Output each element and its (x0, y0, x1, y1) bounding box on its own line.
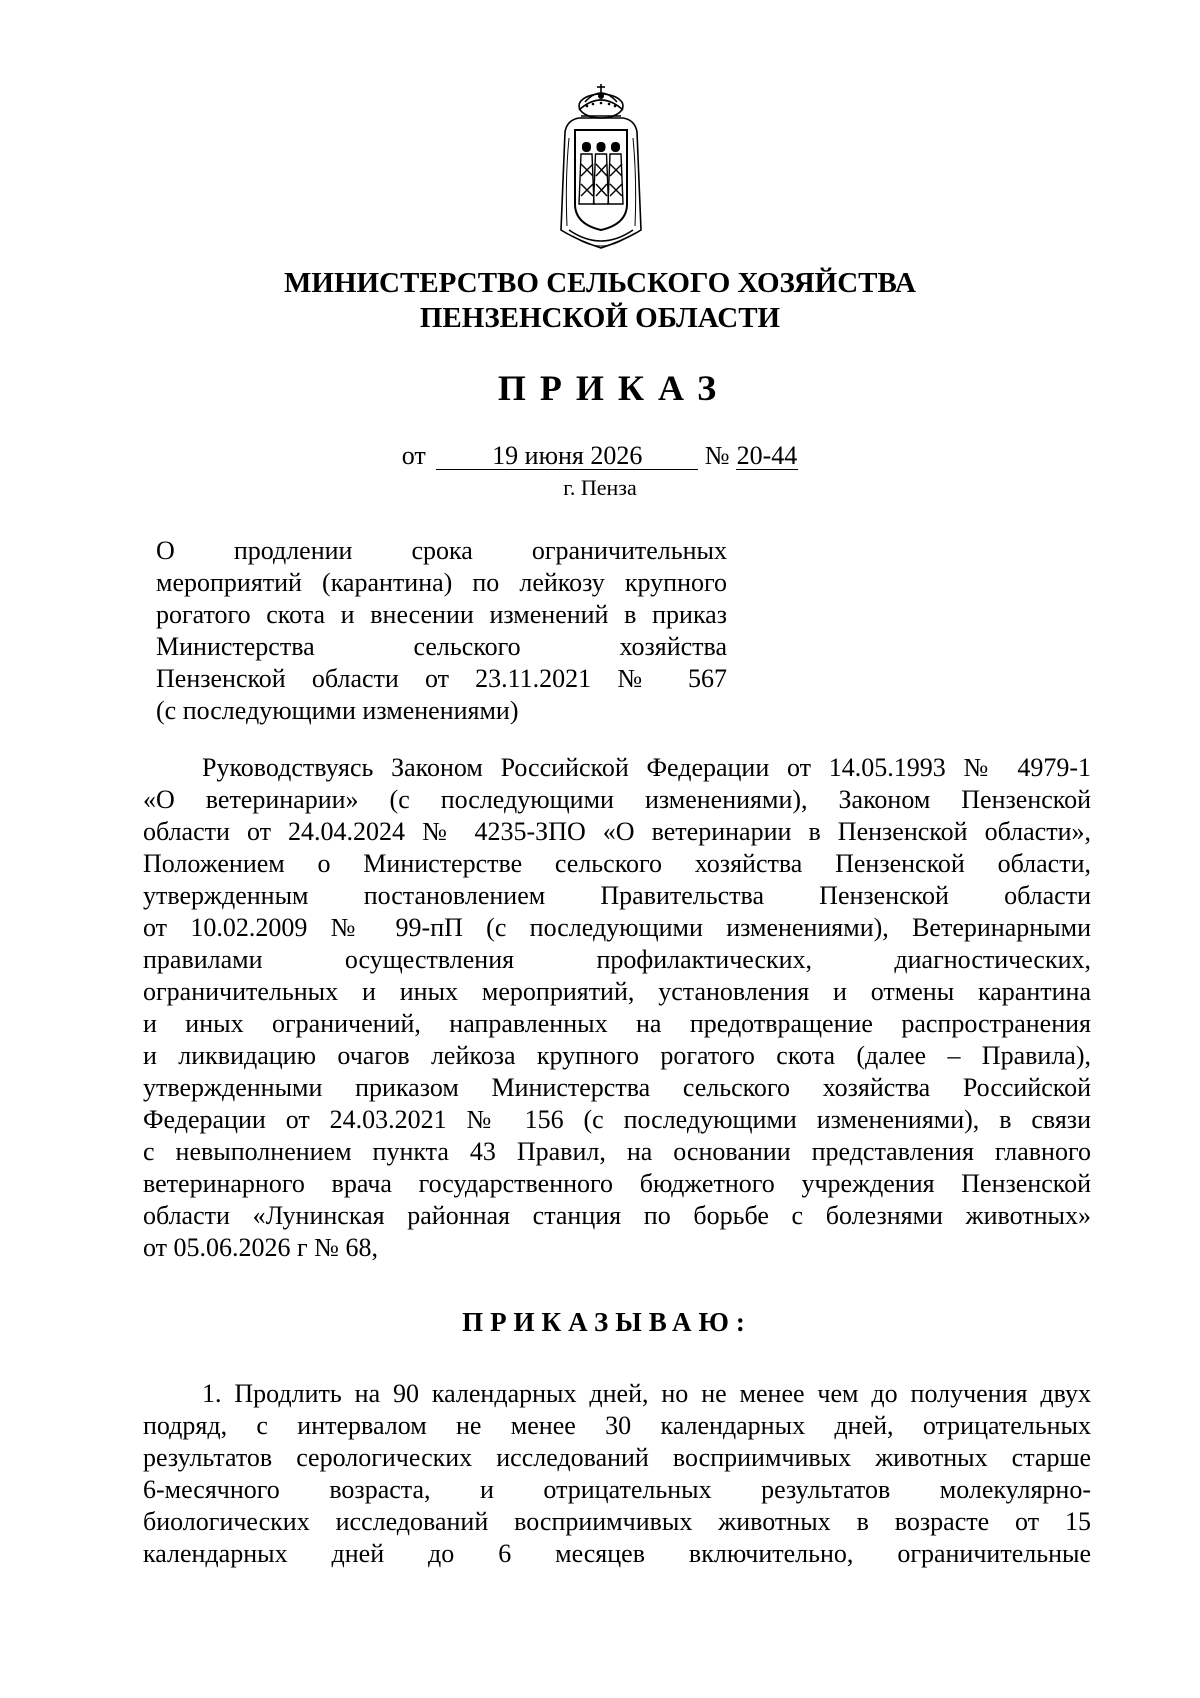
preamble-line: «О ветеринарии» (с последующими изменениями), Законом Пензенской (143, 785, 1091, 814)
preamble-line: Положением о Министерстве сельского хозяйства Пензенской области, (143, 849, 1091, 878)
item-line: подряд, с интервалом не менее 30 календарных дней, отрицательных (143, 1411, 1091, 1440)
order-item-1 (143, 1378, 1091, 1570)
preamble-line: от 10.02.2009 № 99-пП (с последующими изменениями), Ветеринарными (143, 913, 1091, 942)
order-heading: ПРИКАЗЫВАЮ: (462, 1307, 752, 1337)
preamble-line: правилами осуществления профилактических, диагностических, (143, 945, 1091, 974)
preamble-line: ветеринарного врача государственного бюджетного учреждения Пензенской (143, 1169, 1091, 1198)
date-prefix: от (401, 441, 426, 470)
date-number-line (0, 440, 1200, 472)
preamble-line: утвержденными приказом Министерства сельского хозяйства Российской (143, 1073, 1091, 1102)
preamble-line: Руководствуясь Законом Российской Федерации от 14.05.1993 № 4979-1 (202, 753, 1091, 782)
subject-line: Пензенской области от 23.11.2021 № 567 (156, 664, 727, 693)
subject-line: рогатого скота и внесении изменений в приказ (156, 600, 727, 629)
coat-of-arms-emblem (555, 80, 647, 252)
preamble-line: с невыполнением пункта 43 Правил, на основании представления главного (143, 1137, 1091, 1166)
preamble-line: утвержденным постановлением Правительства Пензенской области (143, 881, 1091, 910)
preamble-line: и ликвидацию очагов лейкоза крупного рогатого скота (далее – Правила), (143, 1041, 1091, 1070)
preamble-line: ограничительных и иных мероприятий, установления и отмены карантина (143, 977, 1091, 1006)
order-date: 19 июня 2026 (436, 443, 698, 470)
city-name: г. Пенза (563, 475, 637, 500)
preamble-line: области «Лунинская районная станция по борьбе с болезнями животных» (143, 1201, 1091, 1230)
ministry-name-line2: ПЕНЗЕНСКОЙ ОБЛАСТИ (419, 302, 781, 334)
order-number: 20-44 (736, 441, 798, 470)
item-line: 6-месячного возраста, и отрицательных результатов молекулярно- (143, 1475, 1091, 1504)
item-line: результатов серологических исследований восприимчивых животных старше (143, 1443, 1091, 1472)
document-type-title: ПРИКАЗ (497, 368, 731, 408)
subject-line: Министерства сельского хозяйства (156, 632, 727, 661)
order-subject (156, 535, 727, 727)
item-line: календарных дней до 6 месяцев включительно, ограничительные (143, 1539, 1091, 1568)
number-prefix: № (704, 441, 730, 470)
preamble-line: области от 24.04.2024 № 4235-ЗПО «О ветеринарии в Пензенской области», (143, 817, 1091, 846)
subject-line: О продлении срока ограничительных (156, 536, 727, 565)
item-line: биологических исследований восприимчивых животных в возрасте от 15 (143, 1507, 1091, 1536)
preamble-paragraph (143, 752, 1091, 1264)
preamble-line: от 05.06.2026 г № 68, (143, 1233, 378, 1262)
item-line: 1. Продлить на 90 календарных дней, но не менее чем до получения двух (202, 1379, 1091, 1408)
subject-line: (с последующими изменениями) (156, 696, 519, 725)
preamble-line: Федерации от 24.03.2021 № 156 (с последующими изменениями), в связи (143, 1105, 1091, 1134)
preamble-line: и иных ограничений, направленных на предотвращение распространения (143, 1009, 1091, 1038)
ministry-name-line1: МИНИСТЕРСТВО СЕЛЬСКОГО ХОЗЯЙСТВА (284, 267, 916, 299)
subject-line: мероприятий (карантина) по лейкозу крупного (156, 568, 727, 597)
